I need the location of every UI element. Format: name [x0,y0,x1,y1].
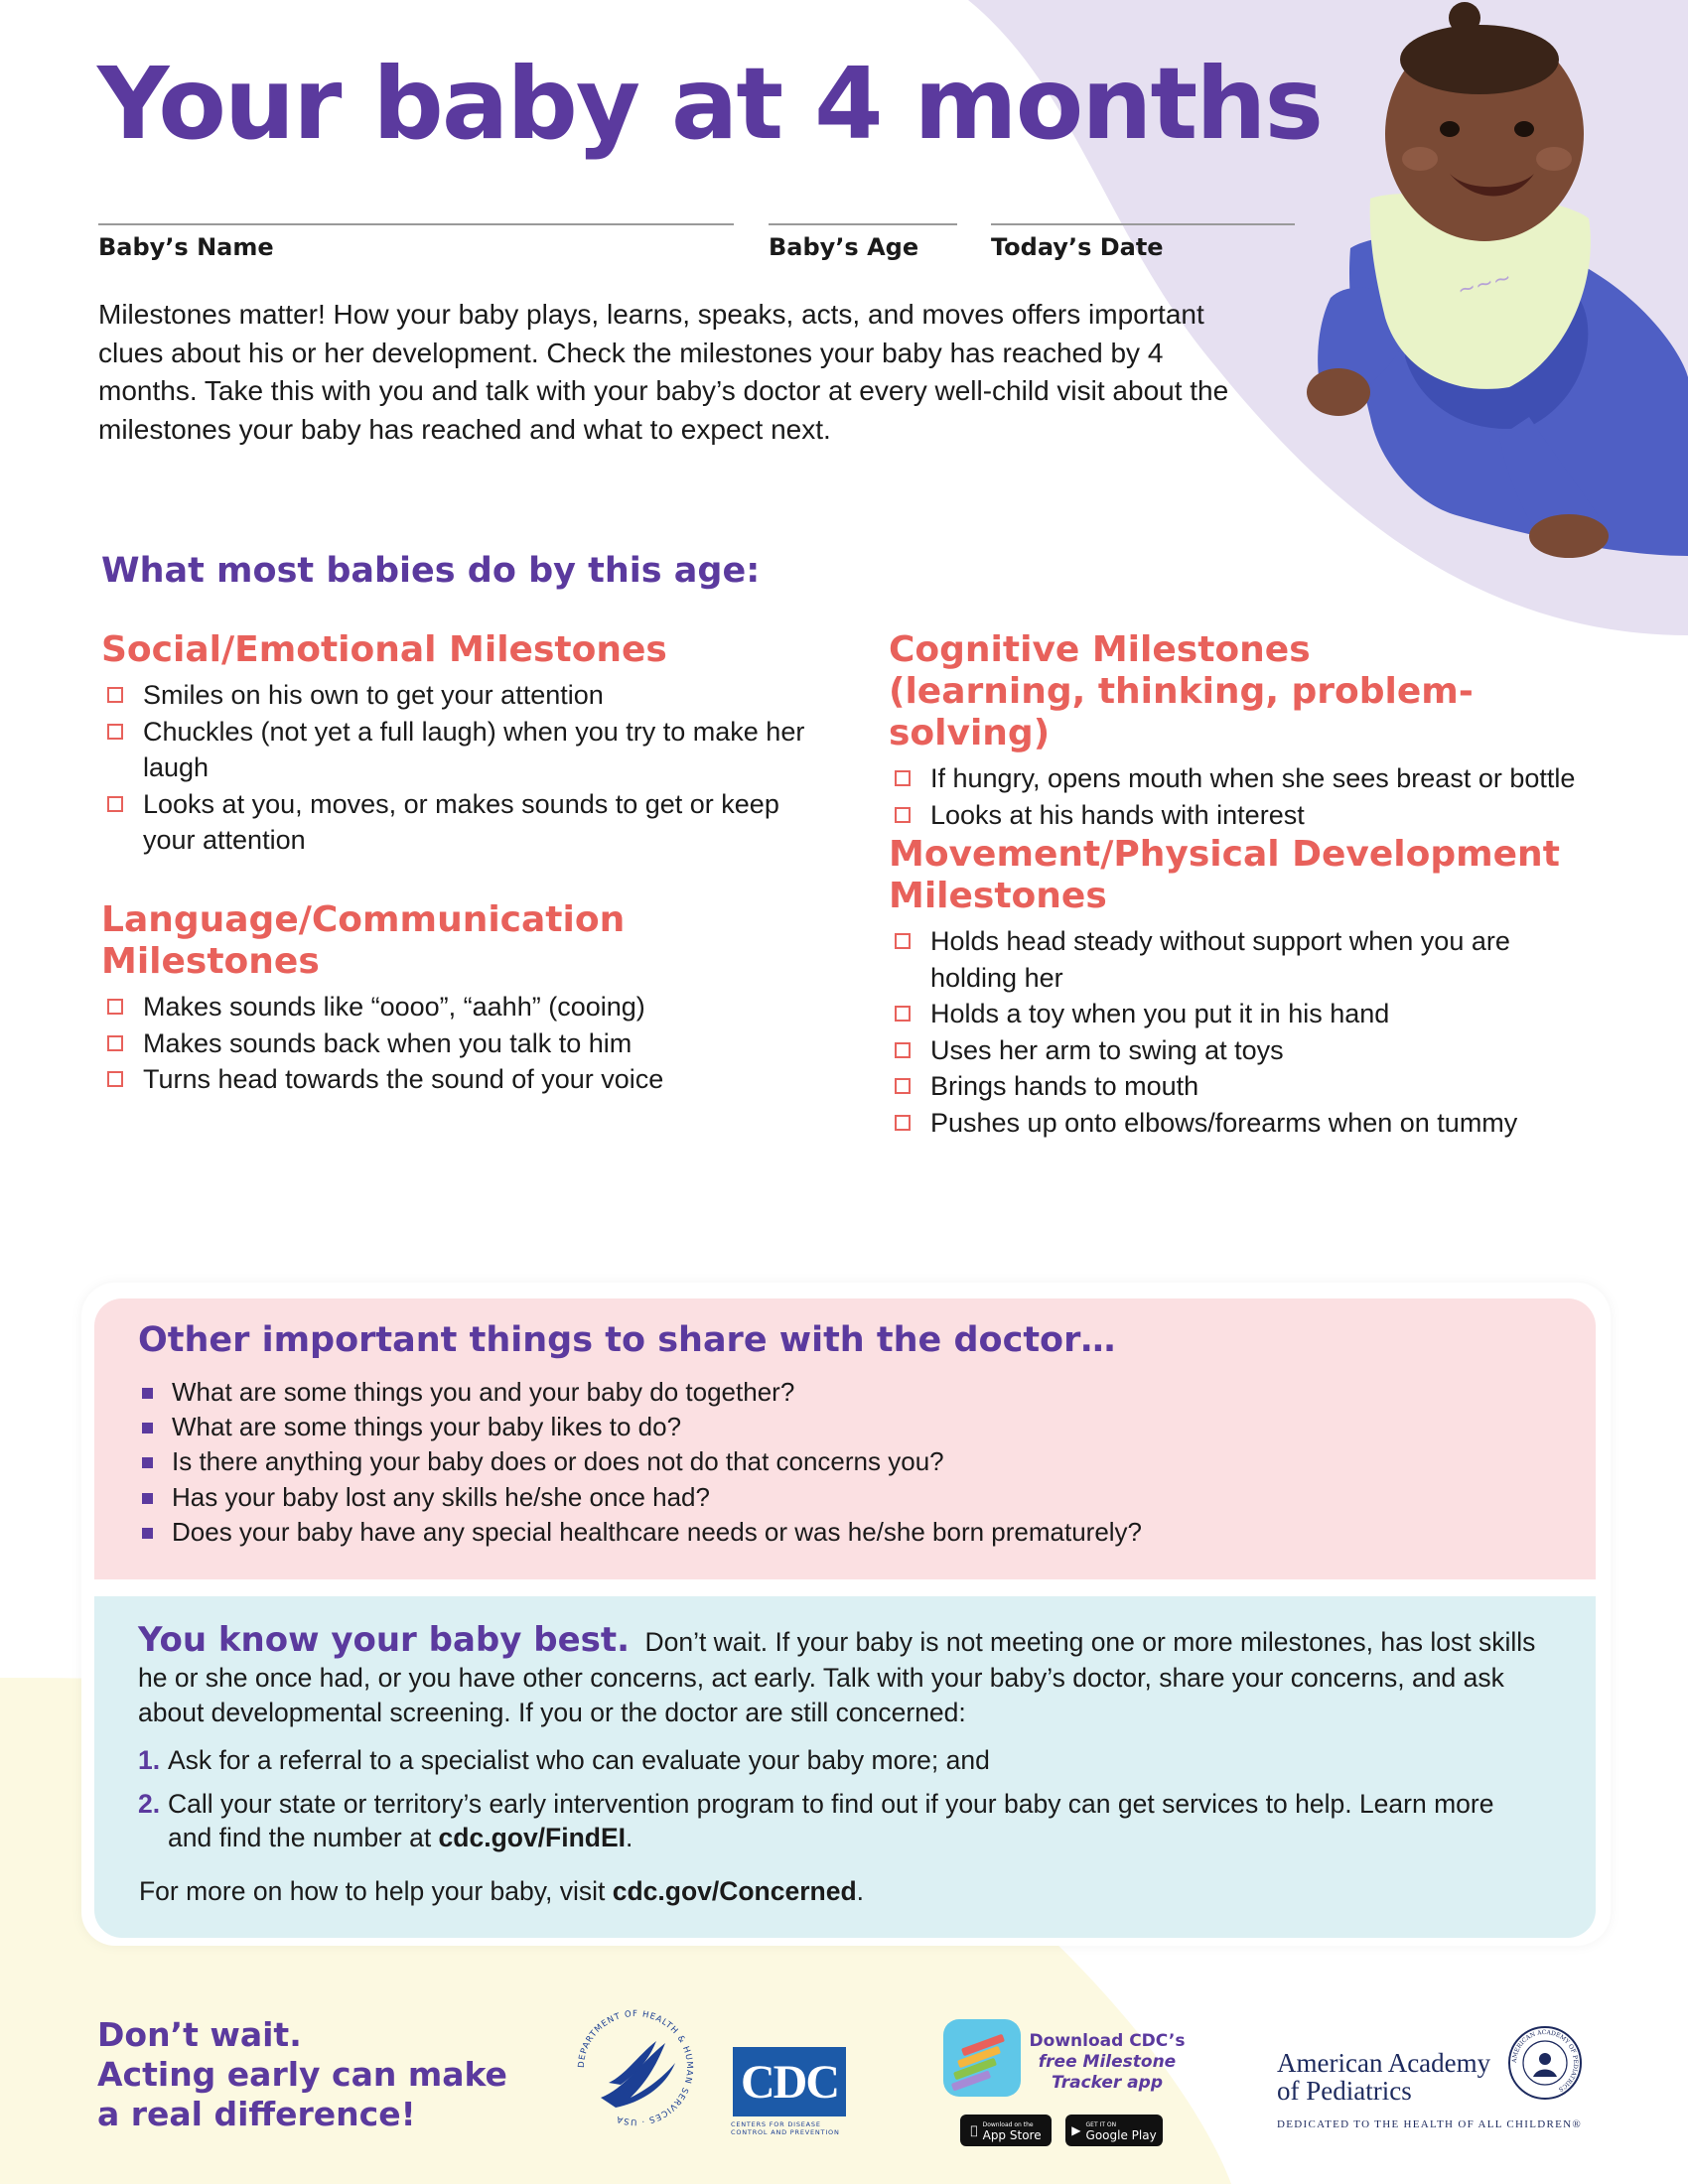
language-title: Language/Communication Milestones [101,899,626,982]
square-bullet-icon [142,1528,153,1539]
list-item[interactable]: Chuckles (not yet a full laugh) when you try to make her laugh [101,714,816,786]
baby-name-field[interactable] [98,223,734,261]
language-section [101,899,816,1098]
concerned-link[interactable]: cdc.gov/Concerned [612,1876,857,1906]
findei-link[interactable]: cdc.gov/FindEI [438,1823,627,1852]
checkbox[interactable] [107,1035,123,1051]
checkbox[interactable] [895,1006,911,1022]
square-bullet-icon [142,1388,153,1399]
hhs-seal-logo [571,2003,700,2132]
list-item: 2. Call your state or territory’s early intervention program to find out if your baby can get services to help. Learn more and find the number at cdc.gov/FindEI. [138,1789,1494,1852]
checkbox[interactable] [895,1115,911,1131]
list-item[interactable]: Pushes up onto elbows/forearms when on tummy [889,1105,1584,1142]
list-item: What are some things you and your baby do together? [138,1375,1528,1410]
baby-age-label: Baby’s Age [769,233,919,261]
cdc-subtitle: CENTERS FOR DISEASE CONTROL AND PREVENTION [731,2120,840,2136]
social-section [101,629,816,859]
todays-date-field[interactable] [991,223,1295,261]
checkbox[interactable] [895,1078,911,1094]
milestone-tracker-app-icon[interactable] [943,2019,1021,2097]
baby-age-field[interactable] [769,223,957,261]
checkbox[interactable] [895,770,911,786]
checkbox[interactable] [107,687,123,703]
baby-name-label: Baby’s Name [98,233,274,261]
list-item[interactable]: Turns head towards the sound of your voice [101,1061,816,1098]
square-bullet-icon [142,1423,153,1433]
cognitive-title: Cognitive Milestones (learning, thinking, problem-solving) [889,629,1474,753]
cdc-logo-text: CDC [741,2055,838,2109]
other-things-list [138,1375,1528,1550]
list-item[interactable]: Makes sounds back when you talk to him [101,1025,816,1062]
know-your-baby-text: You know your baby best. Don’t wait. If your baby is not meeting one or more milestones, has lost skills he or she once had, or you have other concerns, act early. Talk with your baby’s doctor, share your concerns, and ask about developmental screening. If you or the doctor are still concerned: [138,1620,1536,1727]
checkbox[interactable] [895,1042,911,1058]
list-item[interactable]: Holds a toy when you put it in his hand [889,996,1584,1032]
list-item: What are some things your baby likes to do? [138,1410,1528,1444]
list-item: 1. Ask for a referral to a specialist who can evaluate your baby more; and [138,1745,990,1775]
list-item[interactable]: Uses her arm to swing at toys [889,1032,1584,1069]
app-download-text: Download CDC’s free Milestone Tracker app [1029,2031,1186,2093]
milestones-heading: What most babies do by this age: [101,551,761,591]
list-item[interactable]: Looks at you, moves, or makes sounds to get or keep your attention [101,786,816,859]
aap-seal-text: AMERICAN ACADEMY OF PEDIATRICS [1510,2028,1580,2094]
app-store-button[interactable]: Download on the App Store [960,2115,1052,2146]
page-title: Your baby at 4 months [97,46,1322,162]
checkbox[interactable] [895,933,911,949]
hhs-seal-text: DEPARTMENT OF HEALTH & HUMAN SERVICES · USA [576,2008,695,2127]
play-icon: ▶ [1071,2123,1081,2137]
concerned-line: For more on how to help your baby, visit cdc.gov/Concerned. [139,1876,865,1906]
checkbox[interactable] [107,724,123,740]
checkbox[interactable] [107,1071,123,1087]
checkbox[interactable] [895,807,911,823]
svg-text:~~~: ~~~ [1455,265,1514,304]
list-item[interactable]: Makes sounds like “oooo”, “aahh” (cooing) [101,989,816,1025]
list-item[interactable]: If hungry, opens mouth when she sees breast or bottle [889,760,1604,797]
list-item: Does your baby have any special healthcare needs or was he/she born prematurely? [138,1515,1528,1550]
square-bullet-icon [142,1457,153,1468]
social-title: Social/Emotional Milestones [101,629,667,670]
apple-icon [970,2123,977,2137]
cdc-logo [733,2047,846,2116]
list-item[interactable]: Smiles on his own to get your attention [101,677,816,714]
baby-photo [1291,0,1688,576]
aap-seal-logo [1507,2025,1583,2101]
movement-section [889,834,1584,1141]
cognitive-section [889,629,1604,833]
intro-paragraph: Milestones matter! How your baby plays, learns, speaks, acts, and moves offers important clues about his or her development. Check the milestones your baby has reached by 4 months. Take this with you and talk with your baby’s doctor at every well-child visit about the milestones your baby has reached and what to expect next. [98,299,1229,445]
checkbox[interactable] [107,796,123,812]
know-your-baby-heading: You know your baby best. [138,1620,631,1660]
google-play-button[interactable]: ▶ GET IT ON Google Play [1065,2115,1163,2146]
list-item[interactable]: Brings hands to mouth [889,1068,1584,1105]
movement-title: Movement/Physical Development Milestones [889,834,1560,916]
todays-date-label: Today’s Date [991,233,1164,261]
aap-tagline: DEDICATED TO THE HEALTH OF ALL CHILDREN® [1277,2118,1583,2130]
steps-list [138,1743,1528,1864]
aap-name: American Academy of Pediatrics [1277,2048,1491,2106]
list-item: Is there anything your baby does or does not do that concerns you? [138,1444,1528,1479]
list-item[interactable]: Looks at his hands with interest [889,797,1604,834]
square-bullet-icon [142,1493,153,1504]
list-item[interactable]: Holds head steady without support when you are holding her [889,923,1584,996]
dont-wait-tagline: Don’t wait. Acting early can make a real difference! [97,2015,507,2133]
list-item: Has your baby lost any skills he/she once had? [138,1480,1528,1515]
other-things-heading: Other important things to share with the doctor… [138,1320,1116,1360]
checkbox[interactable] [107,999,123,1015]
